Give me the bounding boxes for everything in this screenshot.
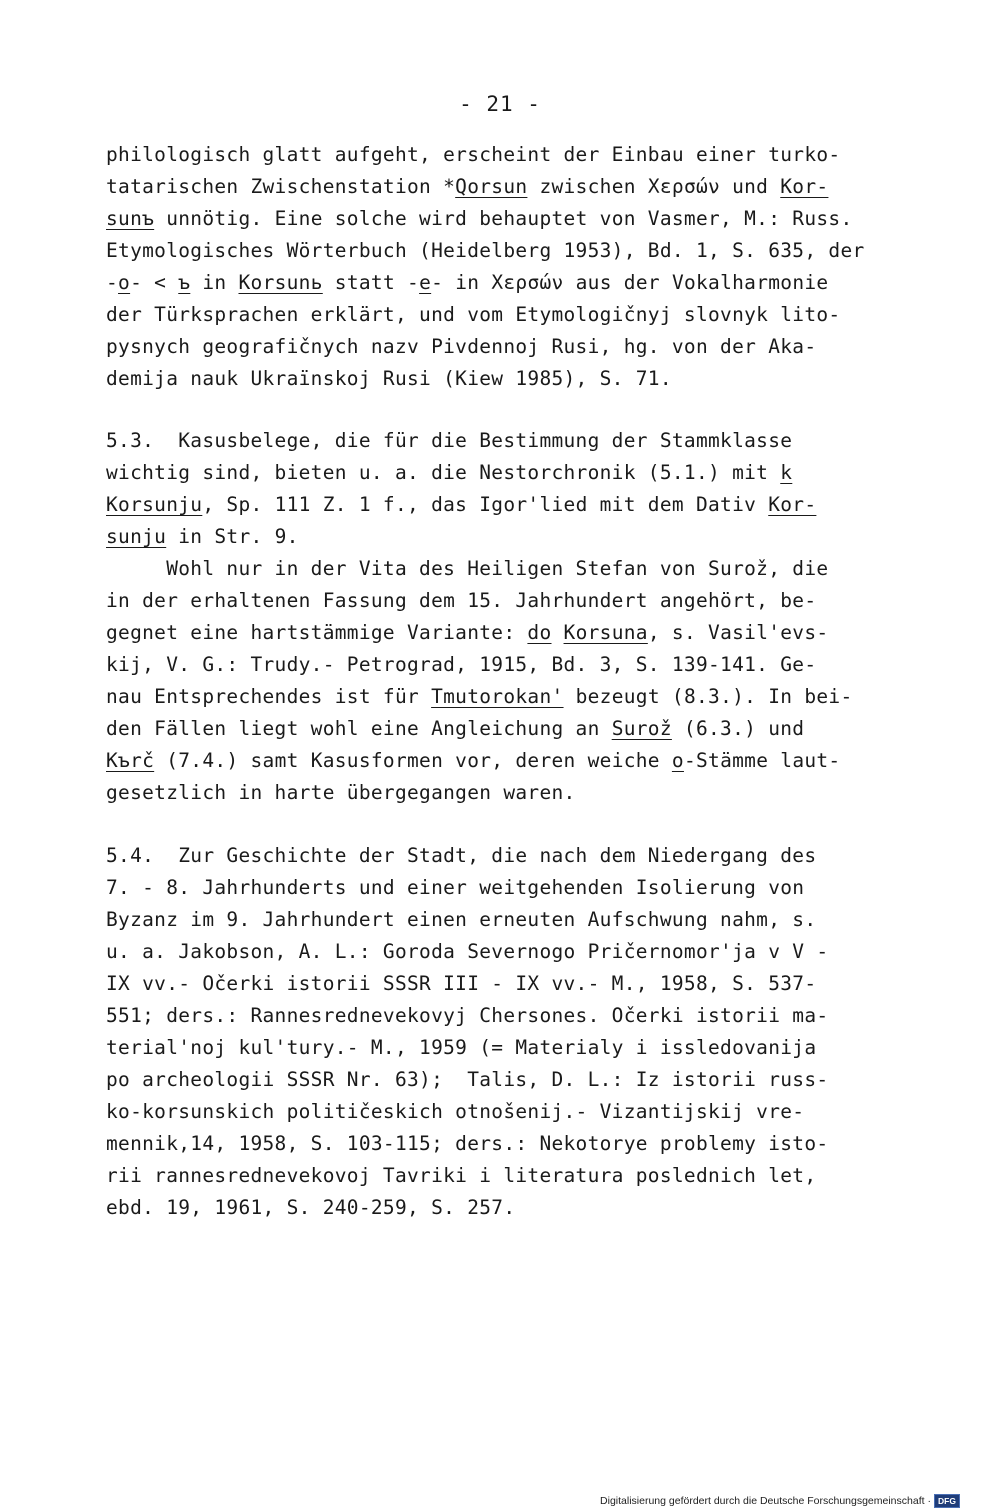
text-line: mennik,14, 1958, S. 103-115; ders.: Nekotorye problemy isto- <box>106 1132 829 1155</box>
text-line: Byzanz im 9. Jahrhundert einen erneuten Aufschwung nahm, s. <box>106 908 817 931</box>
text-line: 7. - 8. Jahrhunderts und einer weitgehenden Isolierung von <box>106 876 805 899</box>
text-line: der Türksprachen erklärt, und vom Etymologičnyj slovnyk lito- <box>106 303 841 326</box>
text-line: rii rannesrednevekovoj Tavriki i literatura poslednich let, <box>106 1164 817 1187</box>
dfg-logo-icon: DFG <box>934 1494 960 1508</box>
text-line: philologisch glatt aufgeht, erscheint der Einbau einer turko- <box>106 143 841 166</box>
footer-credit <box>600 1494 960 1508</box>
text-line: in der erhaltenen Fassung dem 15. Jahrhundert angehört, be- <box>106 589 817 612</box>
text-line: gegnet eine hartstämmige Variante: do Korsuna, s. Vasil'evs- <box>106 621 829 644</box>
text-line: po archeologii SSSR Nr. 63); Talis, D. L.: Iz istorii russ- <box>106 1068 829 1091</box>
text-line: demija nauk Ukraïnskoj Rusi (Kiew 1985), S. 71. <box>106 367 672 390</box>
text-line: sunju in Str. 9. <box>106 525 299 548</box>
text-line: Wohl nur in der Vita des Heiligen Stefan von Surož, die <box>106 557 829 580</box>
page-number: - 21 - <box>459 92 541 116</box>
text-line: gesetzlich in harte übergegangen waren. <box>106 781 576 804</box>
text-line: Korsunju, Sp. 111 Z. 1 f., das Igor'lied mit dem Dativ Kor- <box>106 493 817 516</box>
text-line: pysnych geografičnych nazv Pivdennoj Rusi, hg. von der Aka- <box>106 335 817 358</box>
text-line: 551; ders.: Rannesrednevekovyj Chersones. Očerki istorii ma- <box>106 1004 829 1027</box>
text-line: ebd. 19, 1961, S. 240-259, S. 257. <box>106 1196 516 1219</box>
text-line: tatarischen Zwischenstation *Qorsun zwischen Χερσών und Kor- <box>106 175 829 198</box>
text-line: u. a. Jakobson, A. L.: Goroda Severnogo Pričernomor'ja v V - <box>106 940 829 963</box>
footer-separator: · <box>927 1495 932 1507</box>
text-line: 5.4. Zur Geschichte der Stadt, die nach dem Niedergang des <box>106 844 817 867</box>
text-line: IX vv.- Očerki istorii SSSR III - IX vv.- M., 1958, S. 537- <box>106 972 817 995</box>
text-line: -o- < ъ in Korsunь statt -e- in Χερσών aus der Vokalharmonie <box>106 271 829 294</box>
text-line: kij, V. G.: Trudy.- Petrograd, 1915, Bd. 3, S. 139-141. Ge- <box>106 653 817 676</box>
text-line: Etymologisches Wörterbuch (Heidelberg 1953), Bd. 1, S. 635, der <box>106 239 865 262</box>
text-line: Kъrč (7.4.) samt Kasusformen vor, deren weiche o-Stämme laut- <box>106 749 841 772</box>
footer-credit-text: Digitalisierung gefördert durch die Deutsche Forschungsgemeinschaft <box>600 1495 925 1507</box>
text-line: ko-korsunskich političeskich otnošenij.- Vizantijskij vre- <box>106 1100 805 1123</box>
text-line: nau Entsprechendes ist für Tmutorokan' bezeugt (8.3.). In bei- <box>106 685 853 708</box>
paragraph-case-evidence <box>106 425 906 809</box>
text-line: 5.3. Kasusbelege, die für die Bestimmung der Stammklasse <box>106 429 793 452</box>
paragraph-city-history <box>106 840 906 1224</box>
paragraph-korsun-etymology <box>106 139 906 395</box>
text-line: sunъ unnötig. Eine solche wird behauptet von Vasmer, M.: Russ. <box>106 207 853 230</box>
text-line: terial'noj kul'tury.- M., 1959 (= Materialy i issledovanija <box>106 1036 817 1059</box>
text-line: den Fällen liegt wohl eine Angleichung an Surož (6.3.) und <box>106 717 805 740</box>
text-line: wichtig sind, bieten u. a. die Nestorchronik (5.1.) mit k <box>106 461 793 484</box>
